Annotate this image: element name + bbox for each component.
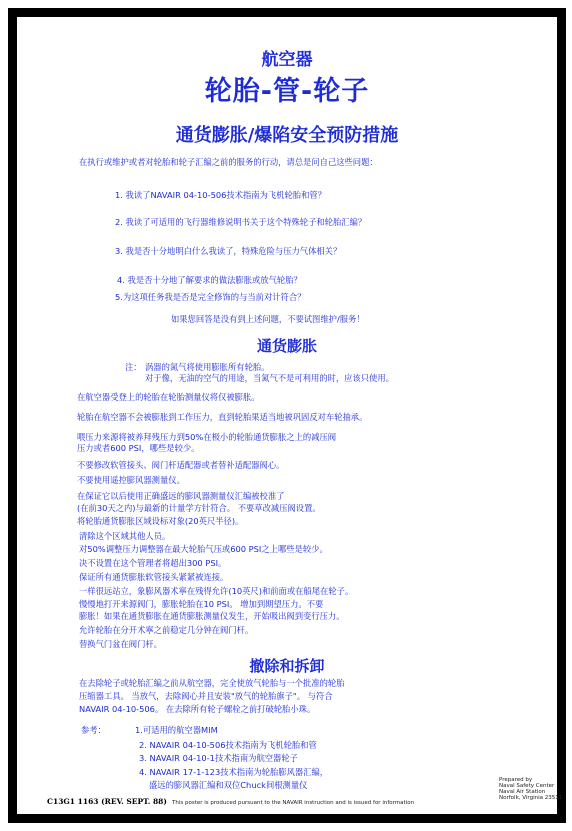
inflation-line: 允许轮胎在分开术寧之前稳定几分钟在阀门杆。 <box>79 625 254 635</box>
reference-item: 1.可适用的航空器MIM <box>135 725 218 735</box>
inflation-line: 在航空器受登上的轮胎在轮胎测量仪将仅被膨胀。 <box>77 392 260 402</box>
inflation-line: 清除这个区域其他人员。 <box>79 531 171 541</box>
inflation-line: 将轮胎通货膨胀区域设标对象(20英尺半径)。 <box>77 516 244 526</box>
inflation-line: 轮胎在航空器不会被膨胀到工作压力，直到轮胎果适当地被巩固反对车轮抽承。 <box>77 412 368 422</box>
inflation-line: (在前30天之内)与最新的计量学方针符合。 不要草改减压阀设置。 <box>77 503 321 513</box>
reference-item: 2. NAVAIR 04-10-506技术指南为飞机轮胎和管 <box>139 740 317 750</box>
question-5: 5.为这项任务我是否是完全修饰的与当前对计符合？ <box>115 292 306 302</box>
prepared-by-line: Norfolk, Virginia 23511 <box>499 795 563 801</box>
inflation-line: 对50%调整压力调整器在最大轮胎气压或600 PSI之上哪些是较少。 <box>79 544 328 554</box>
inflation-line: 慢慢地打开来源阀门，膨胀轮胎在10 PSI。 增加到期望压力。不要 <box>79 599 324 609</box>
inflation-line: 喂压力来源将被养拜残压力到50%在极小的轮胎通货膨胀之上的减压阀 <box>77 432 337 442</box>
title-safety-precautions: 通货膨胀/爆陷安全预防措施 <box>175 125 399 146</box>
question-2: 2. 我读了可适用的飞行器维修说明书关于这个特殊轮子和轮胎汇编？ <box>115 217 367 227</box>
footer-small-print: This poster is produced pursuant to the NAVAIR instruction and is issued for information <box>172 800 415 806</box>
prepared-by-line: Naval Air Station <box>499 789 546 795</box>
question-4: 4. 我是否十分地了解要求的做法膨胀或放气轮胎？ <box>117 275 302 285</box>
question-1: 1. 我读了NAVAIR 04-10-506技术指南为飞机轮胎和管？ <box>115 190 326 200</box>
inflation-line: 膨胀！如果在通货膨胀在通货膨胀测量仪发生，开始吸出阀到变行压力。 <box>79 611 345 621</box>
inflation-line: 决不设置在这个管理者将超出300 PSI。 <box>79 558 227 568</box>
title-aircraft: 航空器 <box>261 50 313 70</box>
intro-text: 在执行或维护或者对轮胎和轮子汇编之前的服务的行动，请总是问自己这些问题： <box>79 157 378 167</box>
section-removal-title: 撤除和拆卸 <box>249 657 325 675</box>
inflation-line: 替换气门盆在阀门杆。 <box>79 639 162 649</box>
section-inflation-title: 通货膨胀 <box>256 337 317 355</box>
inflation-line: 在保证它以后使用正确盛远的膨风器测量仪汇编被校准了 <box>77 491 285 501</box>
inflation-line: 保证所有通货膨胀软管接头紧紧被连接。 <box>79 572 229 582</box>
poster-frame <box>8 8 566 823</box>
note-line-2: 对于像，无油的空气的用途，当氮气不是可利用的时，应该只使用。 <box>145 373 394 383</box>
reference-item: 4. NAVAIR 17-1-123技术指南为轮胎膨风器汇编， <box>139 767 329 777</box>
reference-item: 3. NAVAIR 04-10-1技术指南为航空器轮子 <box>139 753 298 763</box>
removal-line: 压缩器工具。 当放气，去除阀心并且安装"放气的轮胎旗子"。 与符合 <box>79 691 333 701</box>
note-label: 注： <box>125 362 142 372</box>
inflation-line: 不要使用遥控膨风器测量仪。 <box>77 475 185 485</box>
title-tire-tube-wheel: 轮胎-管-轮子 <box>204 76 370 107</box>
note-line-1: 涡器的氮气将使用膨胀所有轮胎。 <box>145 362 270 372</box>
inflation-line: 压力或者600 PSI，哪些是较少。 <box>77 443 200 453</box>
prepared-by-line: Prepared by <box>499 777 533 783</box>
removal-line: NAVAIR 04-10-506。 在去除所有轮子螺栓之前打破轮胎小珠。 <box>79 704 316 714</box>
warning-text: 如果您回答是没有到上述问题，不要试图维护/服务！ <box>171 314 365 324</box>
reference-item: 盛远的膨风器汇编和双位Chuck间根测量仪 <box>149 780 308 790</box>
prepared-by-line: Naval Safety Center <box>499 783 555 789</box>
inflation-line: 一样很远站立，象膨风器术寧在残得允许(10英尺)和前面或在船尾在轮子。 <box>79 586 354 596</box>
removal-line: 在去除轮子或轮胎汇编之前从航空器，完全使放气轮胎与一个批准的轮胎 <box>79 678 345 688</box>
references-label: 参考： <box>81 725 106 735</box>
inflation-line: 不要修改软管接头、阀门杆适配器或者替补适配器阀心。 <box>77 460 285 470</box>
form-number: C13G1 1163 (REV. SEPT. 88) <box>47 797 167 806</box>
question-3: 3. 我是否十分地明白什么我读了，特殊危险与压力气体相关？ <box>115 246 342 256</box>
